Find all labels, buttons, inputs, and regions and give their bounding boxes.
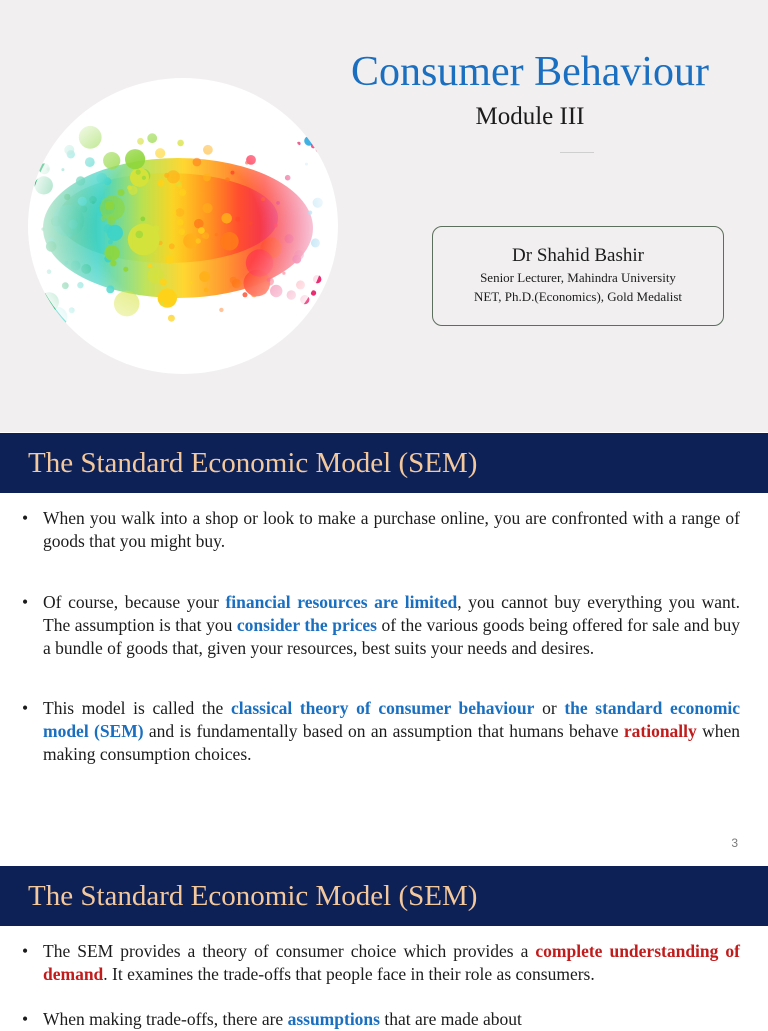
bullet-text: or (534, 698, 565, 718)
paint-droplet (316, 145, 324, 153)
slide-header (0, 866, 768, 926)
highlight-text: complete understanding of demand (43, 941, 741, 984)
author-credentials: NET, Ph.D.(Economics), Gold Medalist (473, 289, 683, 304)
bullet-text: of the various goods being offered for sale and buy a bundle of goods that, given your resources, best suits your needs and desires. (43, 615, 740, 658)
slide-header (0, 433, 768, 493)
bullet-text: . It examines the trade-offs that people face in their role as consumers. (103, 964, 595, 984)
bullet-text: When making trade-offs, there are (43, 1009, 288, 1029)
bullet-point (22, 697, 740, 766)
highlight-text: rationally (623, 721, 697, 741)
highlight-text: classical theory of consumer behaviour (230, 698, 535, 718)
bullet-marker: • (22, 698, 29, 718)
bullet-point (22, 940, 740, 986)
slide-body (22, 507, 740, 766)
slide-body (22, 940, 740, 1031)
bullet-text: The SEM provides a theory of consumer choice which provides a (43, 941, 536, 961)
divider (560, 152, 594, 153)
bullet-marker: • (22, 508, 29, 528)
bullet-text: This model is called the (43, 698, 231, 718)
bullet-text: When you walk into a shop or look to make a purchase online, you are confronted with a range of goods that you might buy. (43, 508, 740, 551)
bullet-text: that are made about (379, 1009, 522, 1029)
bullet-marker: • (22, 592, 29, 612)
highlight-text: consider the prices (236, 615, 377, 635)
bullet-point (22, 591, 740, 660)
paint-splash-image (28, 78, 338, 374)
page-title: Consumer Behaviour (350, 49, 710, 95)
bullet-text: Of course, because your (43, 592, 226, 612)
bullet-point (22, 1008, 740, 1031)
author-card (432, 226, 724, 326)
module-subtitle: Module III (475, 103, 585, 130)
author-role: Senior Lecturer, Mahindra University (480, 270, 676, 285)
slide-heading: The Standard Economic Model (SEM) (28, 880, 478, 912)
slide-heading: The Standard Economic Model (SEM) (28, 447, 478, 479)
bullet-text: when making consumption choices. (43, 721, 740, 764)
bullet-text: , you cannot buy everything you want. The assumption is that you (43, 592, 740, 635)
bullet-marker: • (22, 941, 29, 961)
page-number: 3 (731, 836, 738, 850)
highlight-text: the standard economic model (SEM) (43, 698, 741, 741)
author-name: Dr Shahid Bashir (512, 245, 644, 266)
bullet-text: and is fundamentally based on an assumption that humans behave (143, 721, 624, 741)
bullet-point (22, 507, 740, 553)
highlight-text: financial resources are limited (225, 592, 458, 612)
bullet-marker: • (22, 1009, 29, 1029)
highlight-text: assumptions (287, 1009, 380, 1029)
paint-droplet (311, 143, 316, 148)
color-splash-graphic (28, 78, 338, 374)
title-slide (0, 0, 768, 432)
